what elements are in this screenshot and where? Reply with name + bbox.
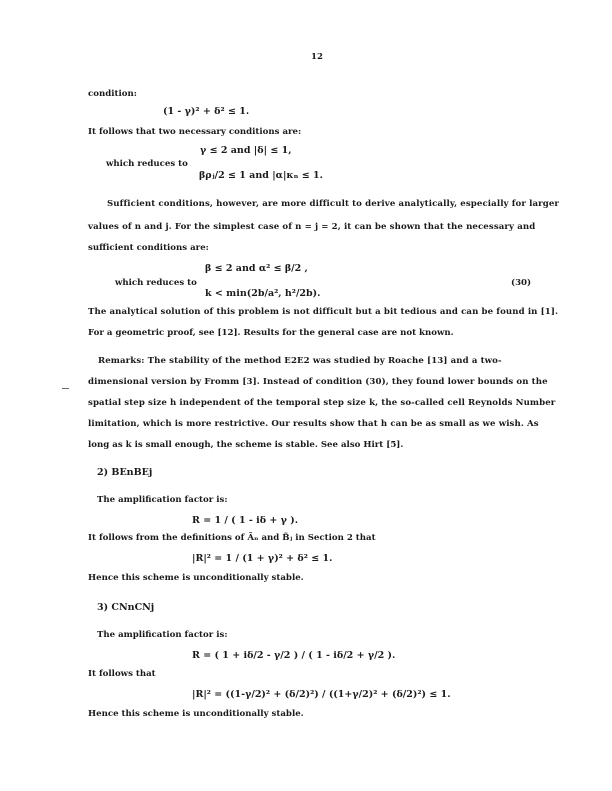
- equation: βρⱼ/2 ≤ 1 and |α|κₙ ≤ 1.: [199, 170, 323, 181]
- paragraph-line: sufficient conditions are:: [88, 243, 209, 253]
- equation: R = 1 / ( 1 - iδ + γ ).: [192, 515, 299, 526]
- text-line: which reduces to: [115, 278, 197, 288]
- equation: |R|² = 1 / (1 + γ)² + δ² ≤ 1.: [192, 553, 333, 564]
- paragraph-line: The analytical solution of this problem is not difficult but a bit tedious and can be found in [1].: [88, 307, 559, 317]
- margin-mark: [62, 388, 69, 389]
- page-number: 12: [311, 52, 323, 62]
- text-line: Hence this scheme is unconditionally stable.: [88, 709, 304, 719]
- equation: R = ( 1 + iδ/2 - γ/2 ) / ( 1 - iδ/2 + γ/2 ).: [192, 650, 396, 661]
- section-heading: 2) BEnBEj: [97, 467, 153, 478]
- text-line: The amplification factor is:: [97, 630, 228, 640]
- equation: γ ≤ 2 and |δ| ≤ 1,: [200, 145, 292, 156]
- paragraph-line: spatial step size h independent of the temporal step size k, the so-called cell Reynolds Number: [88, 398, 556, 408]
- text-line: It follows from the definitions of Ãₙ and B̃ⱼ in Section 2 that: [88, 533, 376, 543]
- paragraph-line: values of n and j. For the simplest case of n = j = 2, it can be shown that the necessary and: [88, 222, 536, 232]
- text-line: The amplification factor is:: [97, 495, 228, 505]
- paragraph-line: dimensional version by Fromm [3]. Instead of condition (30), they found lower bounds on the: [88, 377, 548, 387]
- section-heading: 3) CNnCNj: [97, 602, 155, 613]
- paragraph-line: Sufficient conditions, however, are more difficult to derive analytically, especially for larger: [107, 199, 560, 209]
- equation: k < min(2b/a², h²/2b).: [205, 288, 321, 299]
- equation: (1 - γ)² + δ² ≤ 1.: [163, 106, 250, 117]
- paragraph-line: Remarks: The stability of the method E2E2 was studied by Roache [13] and a two-: [98, 356, 502, 366]
- text-line: It follows that: [88, 669, 156, 679]
- equation: |R|² = ((1-γ/2)² + (δ/2)²) / ((1+γ/2)² + (δ/2)²) ≤ 1.: [192, 689, 451, 700]
- paragraph-line: limitation, which is more restrictive. Our results show that h can be as small as we wish. As: [88, 419, 539, 429]
- paragraph-line: long as k is small enough, the scheme is stable. See also Hirt [5].: [88, 440, 404, 450]
- text-line: It follows that two necessary conditions are:: [88, 127, 302, 137]
- equation-number: (30): [511, 278, 532, 288]
- equation: β ≤ 2 and α² ≤ β/2 ,: [205, 263, 308, 274]
- text-line: Hence this scheme is unconditionally stable.: [88, 573, 304, 583]
- text-line: condition:: [88, 89, 137, 99]
- text-line: which reduces to: [106, 159, 188, 169]
- paragraph-line: For a geometric proof, see [12]. Results for the general case are not known.: [88, 328, 454, 338]
